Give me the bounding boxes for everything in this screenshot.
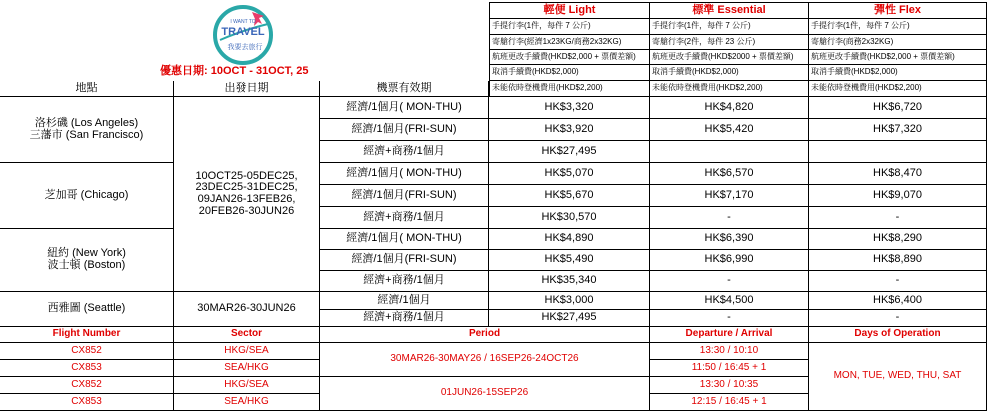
location-chicago bbox=[0, 163, 174, 229]
flight-sector: SEA/HKG bbox=[174, 360, 320, 377]
header-flex: 彈性 Flex bbox=[809, 2, 987, 19]
fare-validity: 經濟/1個月(FRI-SUN) bbox=[320, 119, 489, 141]
flight-time: 11:50 / 16:45 + 1 bbox=[650, 360, 809, 377]
fare-light: HK$27,495 bbox=[489, 310, 650, 327]
location-la: 洛杉磯 (Los Angeles) bbox=[34, 116, 139, 129]
fare-flex: HK$6,720 bbox=[809, 97, 987, 119]
location-chicago-label: 芝加哥 (Chicago) bbox=[44, 188, 129, 201]
flight-sector: HKG/SEA bbox=[174, 377, 320, 394]
col-header-departure-date: 出發日期 bbox=[174, 81, 320, 97]
fare-validity: 經濟+商務/1個月 bbox=[320, 310, 489, 327]
fare-essential: HK$4,500 bbox=[650, 292, 809, 310]
flight-time: 12:15 / 16:45 + 1 bbox=[650, 394, 809, 411]
logo-text-cn: 我要去旅行 bbox=[227, 43, 263, 51]
fare-flex: - bbox=[809, 207, 987, 229]
col-header-location: 地點 bbox=[0, 81, 174, 97]
fare-light: HK$27,495 bbox=[489, 141, 650, 163]
flight-number: CX853 bbox=[0, 360, 174, 377]
fare-validity: 經濟/1個月( MON-THU) bbox=[320, 163, 489, 185]
location-sf: 三藩市 (San Francisco) bbox=[29, 128, 144, 141]
flight-header-number: Flight Number bbox=[0, 327, 174, 343]
fare-essential: HK$6,570 bbox=[650, 163, 809, 185]
fare-flex: HK$8,470 bbox=[809, 163, 987, 185]
flight-period-1: 30MAR26-30MAY26 / 16SEP26-24OCT26 bbox=[320, 343, 650, 377]
rule-essential-4: 取消手續費(HKD$2,000) bbox=[650, 65, 809, 81]
rule-flex-5: 未能依時登機費用(HKD$2,200) bbox=[809, 81, 987, 97]
departure-date-4: 20FEB26-30JUN26 bbox=[198, 204, 295, 217]
fare-validity: 經濟+商務/1個月 bbox=[320, 271, 489, 292]
logo-text-main: TRAVEL bbox=[221, 26, 265, 38]
fare-light: HK$5,070 bbox=[489, 163, 650, 185]
rule-flex-2: 寄艙行李(商務2x32KG) bbox=[809, 35, 987, 50]
flight-period-2: 01JUN26-15SEP26 bbox=[320, 377, 650, 411]
fare-flex: HK$7,320 bbox=[809, 119, 987, 141]
departure-date-1: 10OCT25-05DEC25, bbox=[195, 169, 298, 182]
fare-flex: - bbox=[809, 271, 987, 292]
header-light: 輕便 Light bbox=[489, 2, 650, 19]
promo-period: 優惠日期: 10OCT - 31OCT, 25 bbox=[160, 65, 309, 78]
rule-light-5: 未能依時登機費用(HKD$2,200) bbox=[489, 81, 650, 97]
brand-logo bbox=[212, 4, 274, 66]
fare-flex: HK$8,290 bbox=[809, 229, 987, 250]
fare-essential: HK$6,390 bbox=[650, 229, 809, 250]
flight-number: CX853 bbox=[0, 394, 174, 411]
rule-flex-3: 航班更改手續費(HKD$2,000 + 票價差額) bbox=[809, 50, 987, 65]
fare-validity: 經濟/1個月( MON-THU) bbox=[320, 229, 489, 250]
fare-validity: 經濟/1個月(FRI-SUN) bbox=[320, 250, 489, 271]
departure-date-2: 23DEC25-31DEC25, bbox=[195, 181, 298, 194]
rule-flex-4: 取消手續費(HKD$2,000) bbox=[809, 65, 987, 81]
fare-light: HK$5,490 bbox=[489, 250, 650, 271]
flight-number: CX852 bbox=[0, 377, 174, 394]
rule-essential-3: 航班更改手續費(HKD$2000 + 票價差額) bbox=[650, 50, 809, 65]
rule-light-2: 寄艙行李(經濟1x23KG/商務2x32KG) bbox=[489, 35, 650, 50]
days-of-operation: MON, TUE, WED, THU, SAT bbox=[809, 343, 987, 411]
location-ny-boston bbox=[0, 229, 174, 292]
fare-essential: HK$4,820 bbox=[650, 97, 809, 119]
flight-time: 13:30 / 10:10 bbox=[650, 343, 809, 360]
location-seattle-label: 西雅圖 (Seattle) bbox=[47, 302, 126, 315]
flight-number: CX852 bbox=[0, 343, 174, 360]
fare-validity: 經濟/1個月( MON-THU) bbox=[320, 97, 489, 119]
fare-flex bbox=[809, 141, 987, 163]
fare-essential: HK$7,170 bbox=[650, 185, 809, 207]
fare-light: HK$35,340 bbox=[489, 271, 650, 292]
fare-essential: HK$6,990 bbox=[650, 250, 809, 271]
rule-essential-1: 手提行李(1件，每件 7 公斤) bbox=[650, 19, 809, 35]
flight-sector: SEA/HKG bbox=[174, 394, 320, 411]
fare-light: HK$3,000 bbox=[489, 292, 650, 310]
fare-essential: - bbox=[650, 207, 809, 229]
location-la-sf bbox=[0, 97, 174, 163]
fare-validity: 經濟/1個月 bbox=[320, 292, 489, 310]
fare-validity: 經濟+商務/1個月 bbox=[320, 141, 489, 163]
departure-date-3: 09JAN26-13FEB26, bbox=[197, 193, 296, 205]
rule-flex-1: 手提行李(1件，每件 7 公斤) bbox=[809, 19, 987, 35]
fare-essential: - bbox=[650, 310, 809, 327]
fare-light: HK$5,670 bbox=[489, 185, 650, 207]
fare-essential bbox=[650, 141, 809, 163]
rule-light-1: 手提行李(1件，每件 7 公斤) bbox=[489, 19, 650, 35]
rule-essential-5: 未能依時登機費用(HKD$2,200) bbox=[650, 81, 809, 97]
flight-time: 13:30 / 10:35 bbox=[650, 377, 809, 394]
fare-light: HK$4,890 bbox=[489, 229, 650, 250]
flight-header-period: Period bbox=[320, 327, 650, 343]
flight-sector: HKG/SEA bbox=[174, 343, 320, 360]
rule-essential-2: 寄艙行李(2件，每件 23 公斤) bbox=[650, 35, 809, 50]
fare-essential: - bbox=[650, 271, 809, 292]
location-ny: 紐約 (New York) bbox=[47, 247, 126, 260]
rule-light-4: 取消手續費(HKD$2,000) bbox=[489, 65, 650, 81]
col-header-validity: 機票有效期 bbox=[320, 81, 489, 97]
location-boston: 波士頓 (Boston) bbox=[47, 259, 126, 271]
departure-dates-main bbox=[174, 97, 320, 292]
logo-text-top: I WANT TO bbox=[230, 19, 256, 25]
flight-header-days: Days of Operation bbox=[809, 327, 987, 343]
fare-validity: 經濟/1個月(FRI-SUN) bbox=[320, 185, 489, 207]
location-seattle bbox=[0, 292, 174, 327]
fare-light: HK$30,570 bbox=[489, 207, 650, 229]
flight-header-dep-arr: Departure / Arrival bbox=[650, 327, 809, 343]
flight-header-sector: Sector bbox=[174, 327, 320, 343]
rule-light-3: 航班更改手續費(HKD$2,000 + 票價差額) bbox=[489, 50, 650, 65]
fare-essential: HK$5,420 bbox=[650, 119, 809, 141]
fare-flex: HK$6,400 bbox=[809, 292, 987, 310]
fare-validity: 經濟+商務/1個月 bbox=[320, 207, 489, 229]
header-essential: 標準 Essential bbox=[650, 2, 809, 19]
fare-light: HK$3,320 bbox=[489, 97, 650, 119]
fare-flex: - bbox=[809, 310, 987, 327]
departure-date-seattle: 30MAR26-30JUN26 bbox=[174, 292, 320, 327]
fare-light: HK$3,920 bbox=[489, 119, 650, 141]
fare-flex: HK$9,070 bbox=[809, 185, 987, 207]
fare-flex: HK$8,890 bbox=[809, 250, 987, 271]
